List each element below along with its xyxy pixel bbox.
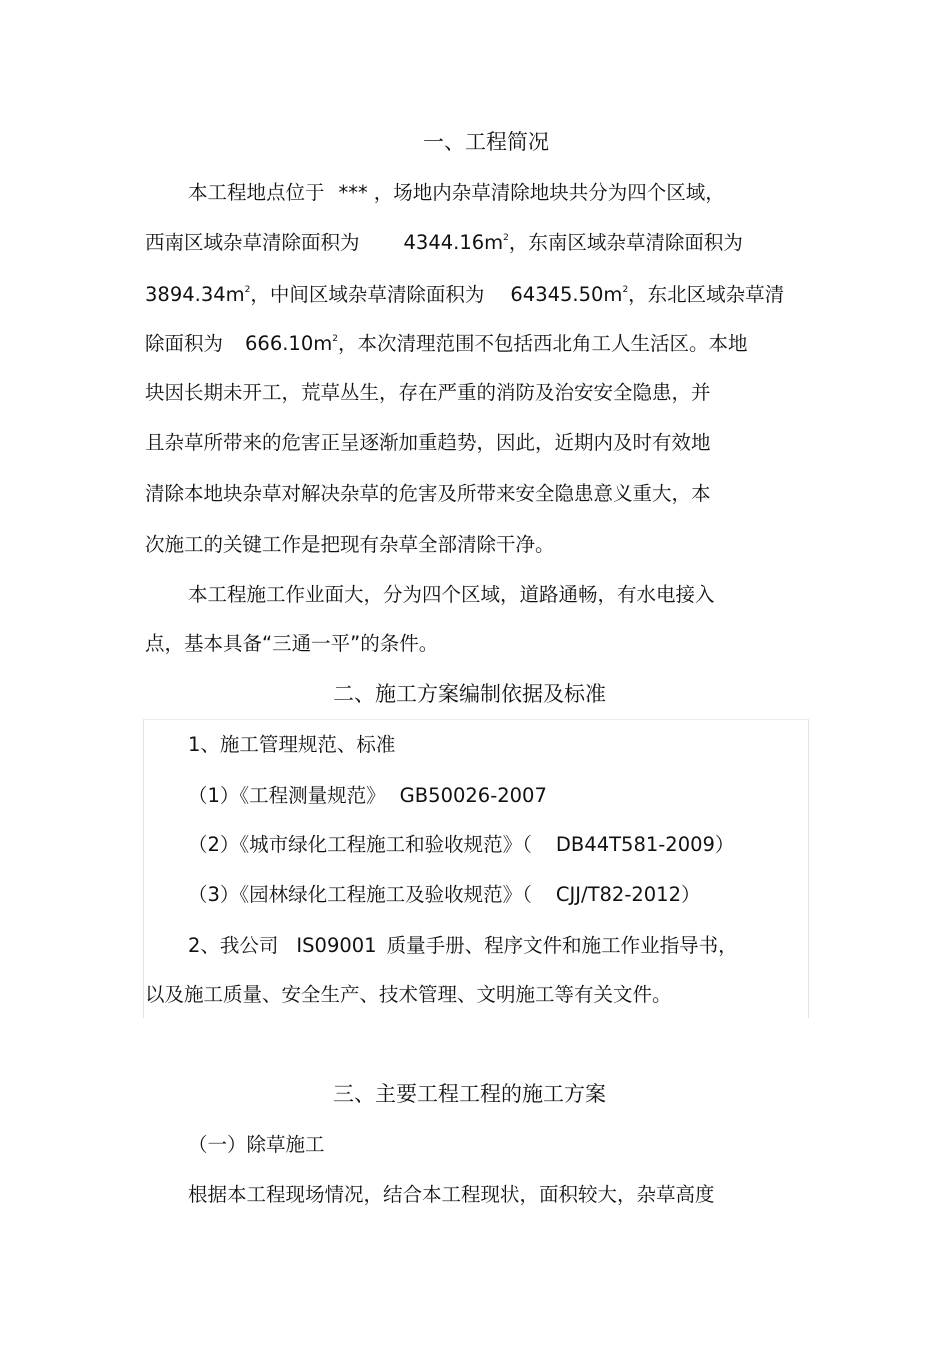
paragraph-line: 除面积为 $666.10m^2$，本次清理范围不包括西北角工人生活区。本地 — [145, 332, 748, 355]
standard-item: （1）《工程测量规范》 GB50026-2007 — [188, 784, 547, 807]
paragraph-line: 根据本工程现场情况，结合本工程现状，面积较大，杂草高度 — [188, 1183, 715, 1206]
paragraph-line: 块因长期未开工，荒草丛生，存在严重的消防及治安安全隐患，并 — [145, 381, 711, 404]
paragraph-line: 次施工的关键工作是把现有杂草全部清除干净。 — [145, 533, 555, 556]
paragraph-line: 清除本地块杂草对解决杂草的危害及所带来安全隐患意义重大，本 — [145, 482, 711, 505]
section1-title: 一、工程简况 — [423, 130, 549, 154]
standards-box — [143, 719, 809, 1018]
list-item: 2、我公司 IS09001 质量手册、程序文件和施工作业指导书， — [188, 934, 738, 957]
paragraph-line: 点，基本具备“三通一平”的条件。 — [145, 632, 439, 655]
subsection-title: （一）除草施工 — [188, 1133, 325, 1156]
list-item: 1、施工管理规范、标准 — [188, 733, 396, 756]
standard-item: （2）《城市绿化工程施工和验收规范》（ DB44T581-2009） — [188, 833, 735, 856]
list-item: 以及施工质量、安全生产、技术管理、文明施工等有关文件。 — [145, 983, 672, 1006]
paragraph-line: 且杂草所带来的危害正呈逐渐加重趋势，因此，近期内及时有效地 — [145, 431, 711, 454]
standard-item: （3）《园林绿化工程施工及验收规范》（ CJJ/T82-2012） — [188, 883, 701, 906]
section2-title: 二、施工方案编制依据及标准 — [333, 682, 606, 706]
paragraph-line: 西南区域杂草清除面积为 $4344.16m^2$，东南区域杂草清除面积为 — [145, 231, 743, 254]
paragraph-line: 本工程施工作业面大，分为四个区域，道路通畅，有水电接入 — [188, 583, 715, 606]
section3-title: 三、主要工程工程的施工方案 — [333, 1082, 606, 1106]
paragraph-line: $3894.34m^2$，中间区域杂草清除面积为 $64345.50m^2$，东北区域杂草清 — [145, 283, 785, 306]
paragraph-line: 本工程地点位于 *** ，场地内杂草清除地块共分为四个区域， — [188, 181, 725, 204]
